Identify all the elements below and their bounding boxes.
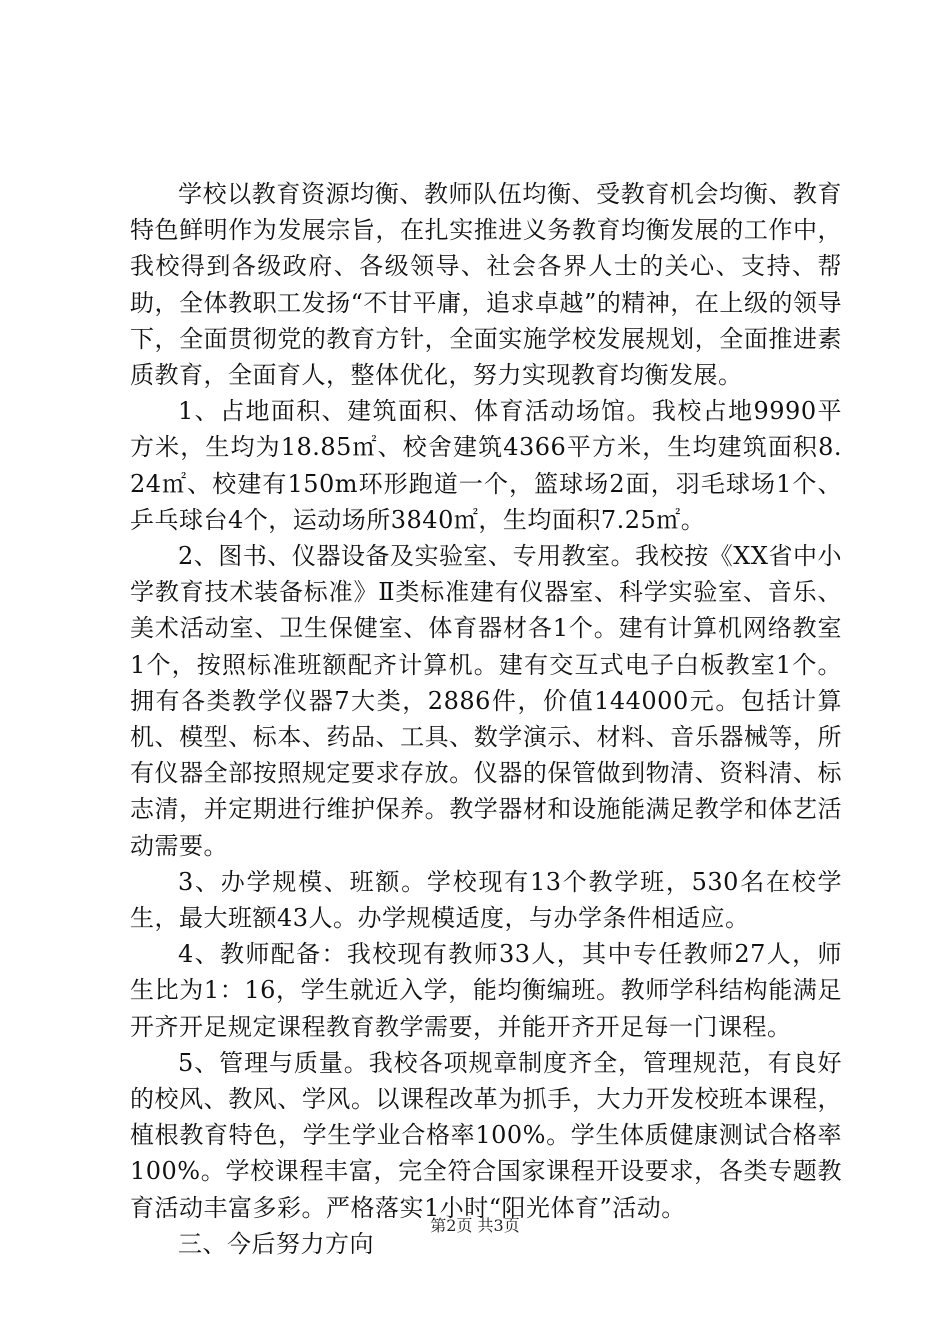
section-heading-future-direction: 三、今后努力方向	[178, 1229, 374, 1258]
document-body	[130, 176, 842, 1262]
paragraph-management-quality: 5、管理与质量。我校各项规章制度齐全，管理规范，有良好的校风、教风、学风。以课程改革为抓手，大力开发校班本课程，植根教育特色，学生学业合格率100%。学生体质健康测试合格率100%。学校课程丰富，完全符合国家课程开设要求，各类专题教育活动丰富多彩。严格落实1小时“阳光体育”活动。	[130, 1048, 842, 1222]
page-footer: 第2页 共3页	[430, 1216, 520, 1235]
paragraph-teachers: 4、教师配备：我校现有教师33人，其中专任教师27人，师生比为1：16，学生就近入学，能均衡编班。教师学科结构能满足开齐开足规定课程教育教学需要，并能开齐开足每一门课程。	[130, 940, 842, 1041]
paragraph-equipment: 2、图书、仪器设备及实验室、专用教室。我校按《XX省中小学教育技术装备标准》Ⅱ类标准建有仪器室、科学实验室、音乐、美术活动室、卫生保健室、体育器材各1个。建有计算机网络教室1个，按照标准班额配齐计算机。建有交互式电子白板教室1个。拥有各类教学仪器7大类，2886件，价值144000元。包括计算机、模型、标本、药品、工具、数学演示、材料、音乐器械等，所有仪器全部按照规定要求存放。仪器的保管做到物清、资料清、标志清，并定期进行维护保养。教学器材和设施能满足教学和体艺活动需要。	[130, 542, 842, 860]
paragraph-school-scale: 3、办学规模、班额。学校现有13个教学班，530名在校学生，最大班额43人。办学规模适度，与办学条件相适应。	[130, 867, 842, 933]
paragraph-development-goals: 学校以教育资源均衡、教师队伍均衡、受教育机会均衡、教育特色鲜明作为发展宗旨，在扎实推进义务教育均衡发展的工作中，我校得到各级政府、各级领导、社会各界人士的关心、支持、帮助，全体教职工发扬“不甘平庸，追求卓越”的精神，在上级的领导下，全面贯彻党的教育方针，全面实施学校发展规划，全面推进素质教育，全面育人，整体优化，努力实现教育均衡发展。	[130, 180, 842, 390]
paragraph-land-area: 1、占地面积、建筑面积、体育活动场馆。我校占地9990平方米，生均为18.85㎡、校舍建筑4366平方米，生均建筑面积8.24㎡、校建有150m环形跑道一个，篮球场2面，羽毛球场1个、乒乓球台4个，运动场所3840㎡，生均面积7.25㎡。	[130, 397, 842, 534]
